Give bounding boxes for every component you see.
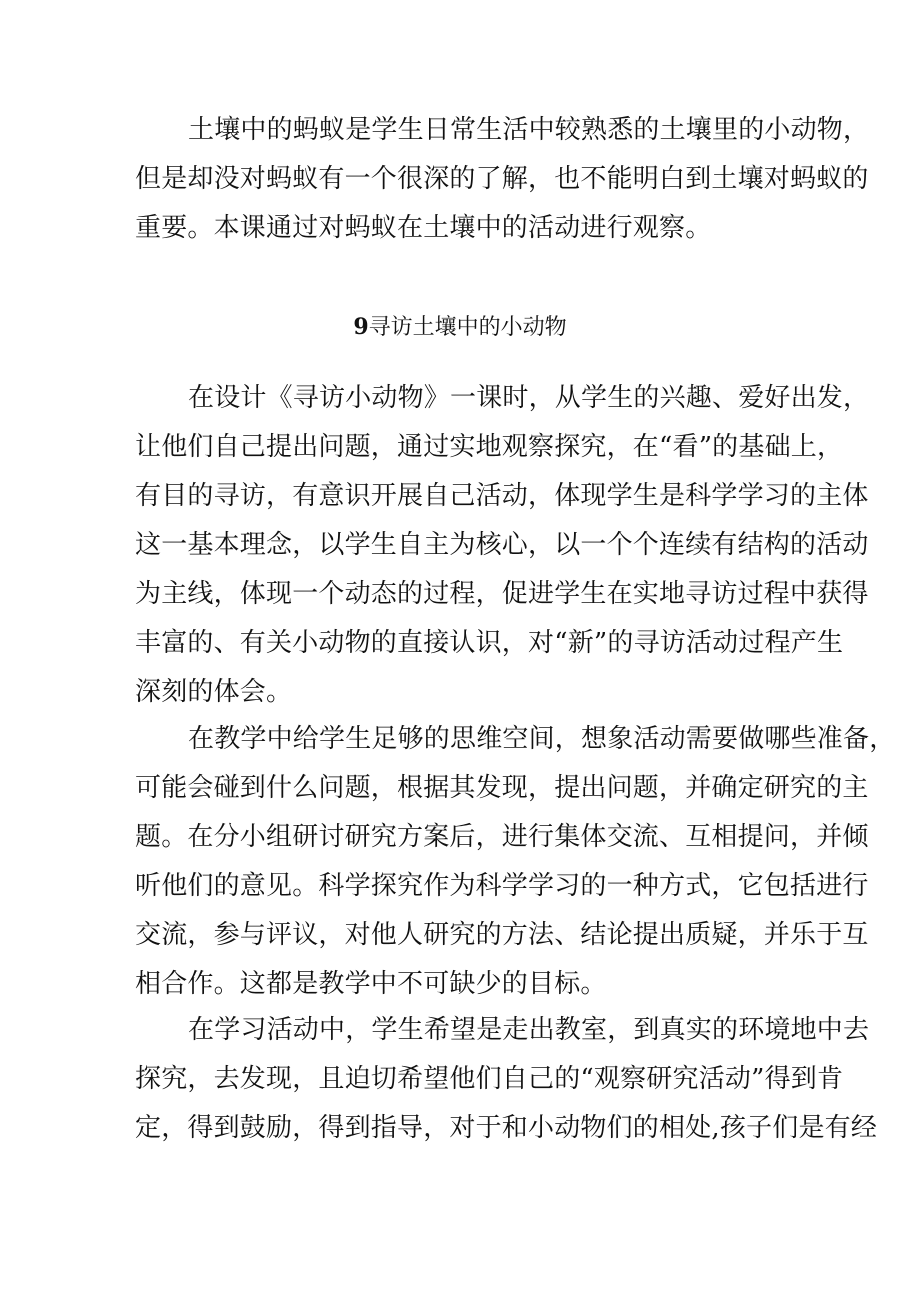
paragraph-2-line-6: 相合作。这都是教学中不可缺少的目标。 <box>135 969 607 999</box>
paragraph-3-line-3: 定，得到鼓励，得到指导，对于和小动物们的相处,孩子们是有经 <box>135 1113 878 1143</box>
section-number: 9 <box>353 314 369 340</box>
paragraph-1-line-3: 有目的寻访，有意识开展自己活动，体现学生是科学学习的主体 <box>135 481 869 511</box>
paragraph-2-line-4: 听他们的意见。科学探究作为科学学习的一种方式，它包括进行 <box>135 871 869 901</box>
paragraph-1-line-5: 为主线，体现一个动态的过程，促进学生在实地寻访过程中获得 <box>135 579 869 609</box>
paragraph-1-line-4: 这一基本理念，以学生自主为核心，以一个个连续有结构的活动 <box>135 530 869 560</box>
intro-line-2: 但是却没对蚂蚁有一个很深的了解，也不能明白到土壤对蚂蚁的 <box>135 164 869 194</box>
section-heading <box>0 311 920 343</box>
paragraph-3-line-2: 探究，去发现，且迫切希望他们自己的“观察研究活动”得到肯 <box>135 1064 844 1094</box>
paragraph-3-line-1: 在学习活动中，学生希望是走出教室，到真实的环境地中去 <box>188 1015 870 1045</box>
paragraph-1-line-6: 丰富的、有关小动物的直接认识，对“新”的寻访活动过程产生 <box>135 628 844 658</box>
paragraph-2-line-2: 可能会碰到什么问题，根据其发现，提出问题，并确定研究的主 <box>135 773 869 803</box>
paragraph-1-line-2: 让他们自己提出问题，通过实地观察探究，在“看”的基础上， <box>135 432 844 462</box>
intro-line-1: 土壤中的蚂蚁是学生日常生活中较熟悉的土壤里的小动物， <box>188 115 870 145</box>
paragraph-2-line-1: 在教学中给学生足够的思维空间，想象活动需要做哪些准备， <box>188 724 896 754</box>
paragraph-2-line-3: 题。在分小组研讨研究方案后，进行集体交流、互相提问，并倾 <box>135 822 869 852</box>
paragraph-2-line-5: 交流，参与评议，对他人研究的方法、结论提出质疑，并乐于互 <box>135 920 869 950</box>
section-title: 寻访土壤中的小动物 <box>368 315 567 340</box>
intro-line-3: 重要。本课通过对蚂蚁在土壤中的活动进行观察。 <box>135 213 712 243</box>
paragraph-1-line-1: 在设计《寻访小动物》一课时，从学生的兴趣、爱好出发， <box>188 383 870 413</box>
paragraph-1-line-7: 深刻的体会。 <box>135 677 293 707</box>
